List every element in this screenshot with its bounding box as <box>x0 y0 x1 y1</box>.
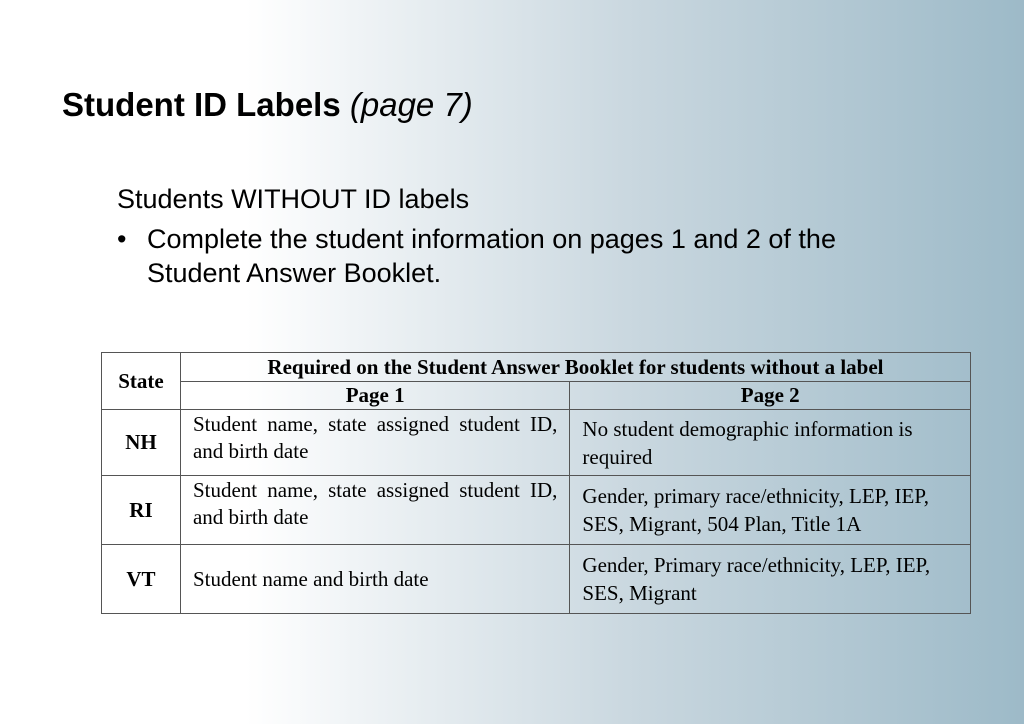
slide-title <box>62 86 473 124</box>
slide-title-main: Student ID Labels <box>62 86 341 123</box>
bullet-text: Complete the student information on pages 1 and 2 of the Student Answer Booklet. <box>147 224 836 288</box>
slide-title-page-ref: (page 7) <box>349 86 473 123</box>
bullet-item <box>117 222 887 290</box>
page2-cell: No student demographic information is required <box>570 410 971 476</box>
page1-cell: Student name and birth date <box>180 545 569 614</box>
page2-cell: Gender, Primary race/ethnicity, LEP, IEP, SES, Migrant <box>570 545 971 614</box>
state-cell: NH <box>102 410 181 476</box>
page1-cell: Student name, state assigned student ID, and birth date <box>180 476 569 545</box>
state-column-header: State <box>102 353 181 410</box>
required-group-header: Required on the Student Answer Booklet for students without a label <box>180 353 970 382</box>
table-row <box>102 410 971 476</box>
requirements-table <box>101 352 971 614</box>
page1-column-header: Page 1 <box>180 382 569 410</box>
page2-cell: Gender, primary race/ethnicity, LEP, IEP, SES, Migrant, 504 Plan, Title 1A <box>570 476 971 545</box>
page2-column-header: Page 2 <box>570 382 971 410</box>
slide-body <box>117 181 887 290</box>
state-cell: RI <box>102 476 181 545</box>
page1-cell: Student name, state assigned student ID, and birth date <box>180 410 569 476</box>
bullet-marker: • <box>117 224 127 254</box>
state-cell: VT <box>102 545 181 614</box>
section-heading: Students WITHOUT ID labels <box>117 184 470 214</box>
table-row <box>102 545 971 614</box>
table-row <box>102 476 971 545</box>
